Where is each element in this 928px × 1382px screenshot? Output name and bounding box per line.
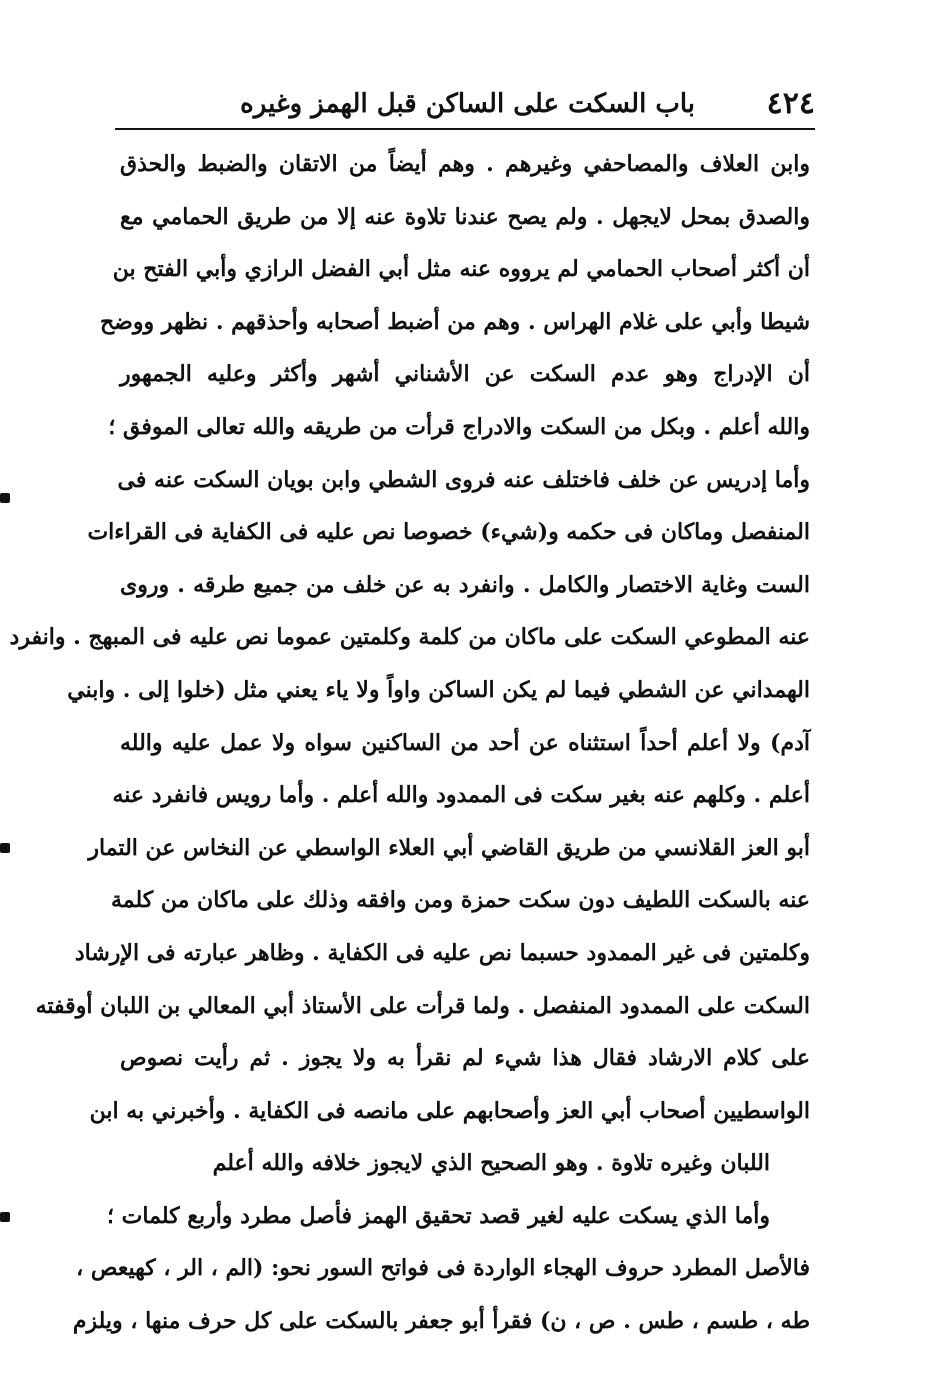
body-text xyxy=(9,138,810,1348)
text-line: أن أكثر أصحاب الحمامي لم يرووه عنه مثل أبي الفضل الرازي وأبي الفتح بن xyxy=(112,256,810,283)
text-line: أبو العز القلانسي من طريق القاضي أبي العلاء الواسطي عن النخاس عن التمار xyxy=(88,834,810,861)
text-line: على كلام الارشاد فقال هذا شيء لم نقرأ به ولا يجوز . ثم رأيت نصوص xyxy=(120,1045,810,1072)
margin-mark xyxy=(0,493,10,503)
text-line: المنفصل وماكان فى حكمه و(شيء) خصوصا نص عليه فى الكفاية فى القراءات xyxy=(87,519,810,546)
text-line: عنه بالسكت اللطيف دون سكت حمزة ومن وافقه وذلك على ماكان من كلمة xyxy=(110,887,810,914)
text-line: شيطا وأبي على غلام الهراس . وهم من أضبط أصحابه وأحذقهم . نظهر ووضح xyxy=(99,308,810,335)
text-line: وأما الذي يسكت عليه لغير قصد تحقيق الهمز فأصل مطرد وأربع كلمات ؛ xyxy=(107,1202,770,1229)
text-line: وابن العلاف والمصاحفي وغيرهم . وهم أيضاً من الاتقان والضبط والحذق xyxy=(120,151,810,177)
text-line: الهمداني عن الشطي فيما لم يكن الساكن واواً ولا ياء يعني مثل (خلوا إلى . وابني xyxy=(67,676,810,703)
margin-mark xyxy=(0,843,10,853)
text-line: الواسطيين أصحاب أبي العز وأصحابهم على مانصه فى الكفاية . وأخبرني به ابن xyxy=(89,1097,810,1124)
text-line: آدم) ولا أعلم أحداً استثناه عن أحد من الساكنين سواه ولا عمل عليه والله xyxy=(120,729,810,756)
text-line: أن الإدراج وهو عدم السكت عن الأشناني أشهر وأكثر وعليه الجمهور xyxy=(120,361,810,388)
margin-mark xyxy=(0,1212,10,1222)
text-line: اللبان وغيره تلاوة . وهو الصحيح الذي لايجوز خلافه والله أعلم xyxy=(212,1150,770,1177)
text-line: أعلم . وكلهم عنه بغير سكت فى الممدود والله أعلم . وأما رويس فانفرد عنه xyxy=(112,782,810,809)
page-number: ٤٢٤ xyxy=(766,86,815,121)
text-line: عنه المطوعي السكت على ماكان من كلمة وكلمتين عموما نص عليه فى المبهج . وانفرد xyxy=(9,624,810,651)
text-line: والله أعلم . وبكل من السكت والادراج قرأت من طريقه والله تعالى الموفق ؛ xyxy=(108,413,810,440)
header-rule xyxy=(115,128,815,130)
text-line: فالأصل المطرد حروف الهجاء الواردة فى فواتح السور نحو: (الم ، الر ، كهيعص ، xyxy=(76,1255,810,1282)
text-line: والصدق بمحل لايجهل . ولم يصح عندنا تلاوة عنه إلا من طريق الحمامي مع xyxy=(120,203,810,230)
text-line: طه ، طسم ، طس . ص ، ن) فقرأ أبو جعفر بالسكت على كل حرف منها ، ويلزم xyxy=(72,1308,810,1335)
text-line: وكلمتين فى غير الممدود حسبما نص عليه فى الكفاية . وظاهر عبارته فى الإرشاد xyxy=(74,939,810,966)
running-title: باب السكت على الساكن قبل الهمز وغيره xyxy=(240,89,695,119)
text-line: السكت على الممدود المنفصل . ولما قرأت على الأستاذ أبي المعالي بن اللبان أوقفته xyxy=(35,992,810,1019)
text-line: وأما إدريس عن خلف فاختلف عنه فروى الشطي وابن بويان السكت عنه فى xyxy=(117,466,810,493)
text-line: الست وغاية الاختصار والكامل . وانفرد به عن خلف من جميع طرقه . وروى xyxy=(120,571,810,598)
page-header xyxy=(115,84,815,124)
